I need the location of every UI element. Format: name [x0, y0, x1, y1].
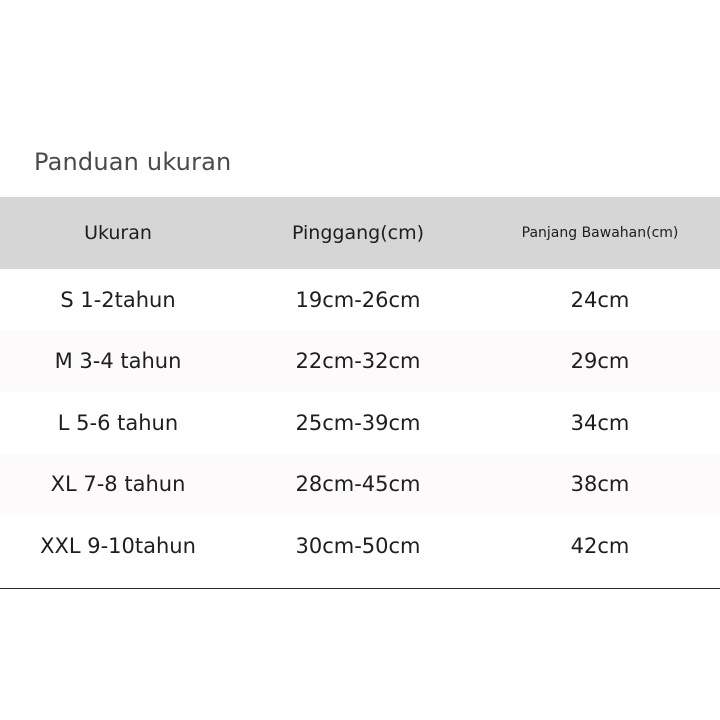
size-cell: L 5-6 tahun: [57, 410, 179, 435]
table-bottom-divider: [0, 588, 720, 589]
waist-cell: 30cm-50cm: [295, 533, 421, 558]
size-chart-table: [0, 197, 720, 577]
length-cell: 29cm: [570, 349, 630, 374]
length-cell: 38cm: [570, 472, 630, 497]
table-row: [0, 392, 720, 454]
length-cell: 42cm: [570, 533, 630, 558]
size-cell: M 3-4 tahun: [54, 349, 182, 374]
length-cell: 34cm: [570, 410, 630, 435]
waist-cell: 19cm-26cm: [295, 287, 421, 312]
table-row: [0, 269, 720, 331]
size-cell: XL 7-8 tahun: [50, 472, 186, 497]
size-cell: S 1-2tahun: [60, 287, 176, 312]
table-header-row: [0, 197, 720, 269]
table-row: [0, 454, 720, 516]
waist-cell: 22cm-32cm: [295, 349, 421, 374]
table-row: [0, 331, 720, 393]
table-row: [0, 515, 720, 577]
header-length: Panjang Bawahan(cm): [521, 225, 679, 241]
waist-cell: 25cm-39cm: [295, 410, 421, 435]
size-cell: XXL 9-10tahun: [40, 533, 196, 558]
waist-cell: 28cm-45cm: [295, 472, 421, 497]
header-size: Ukuran: [84, 222, 152, 244]
header-waist: Pinggang(cm): [291, 222, 424, 244]
length-cell: 24cm: [570, 287, 630, 312]
size-guide-title: Panduan ukuran: [34, 148, 232, 176]
